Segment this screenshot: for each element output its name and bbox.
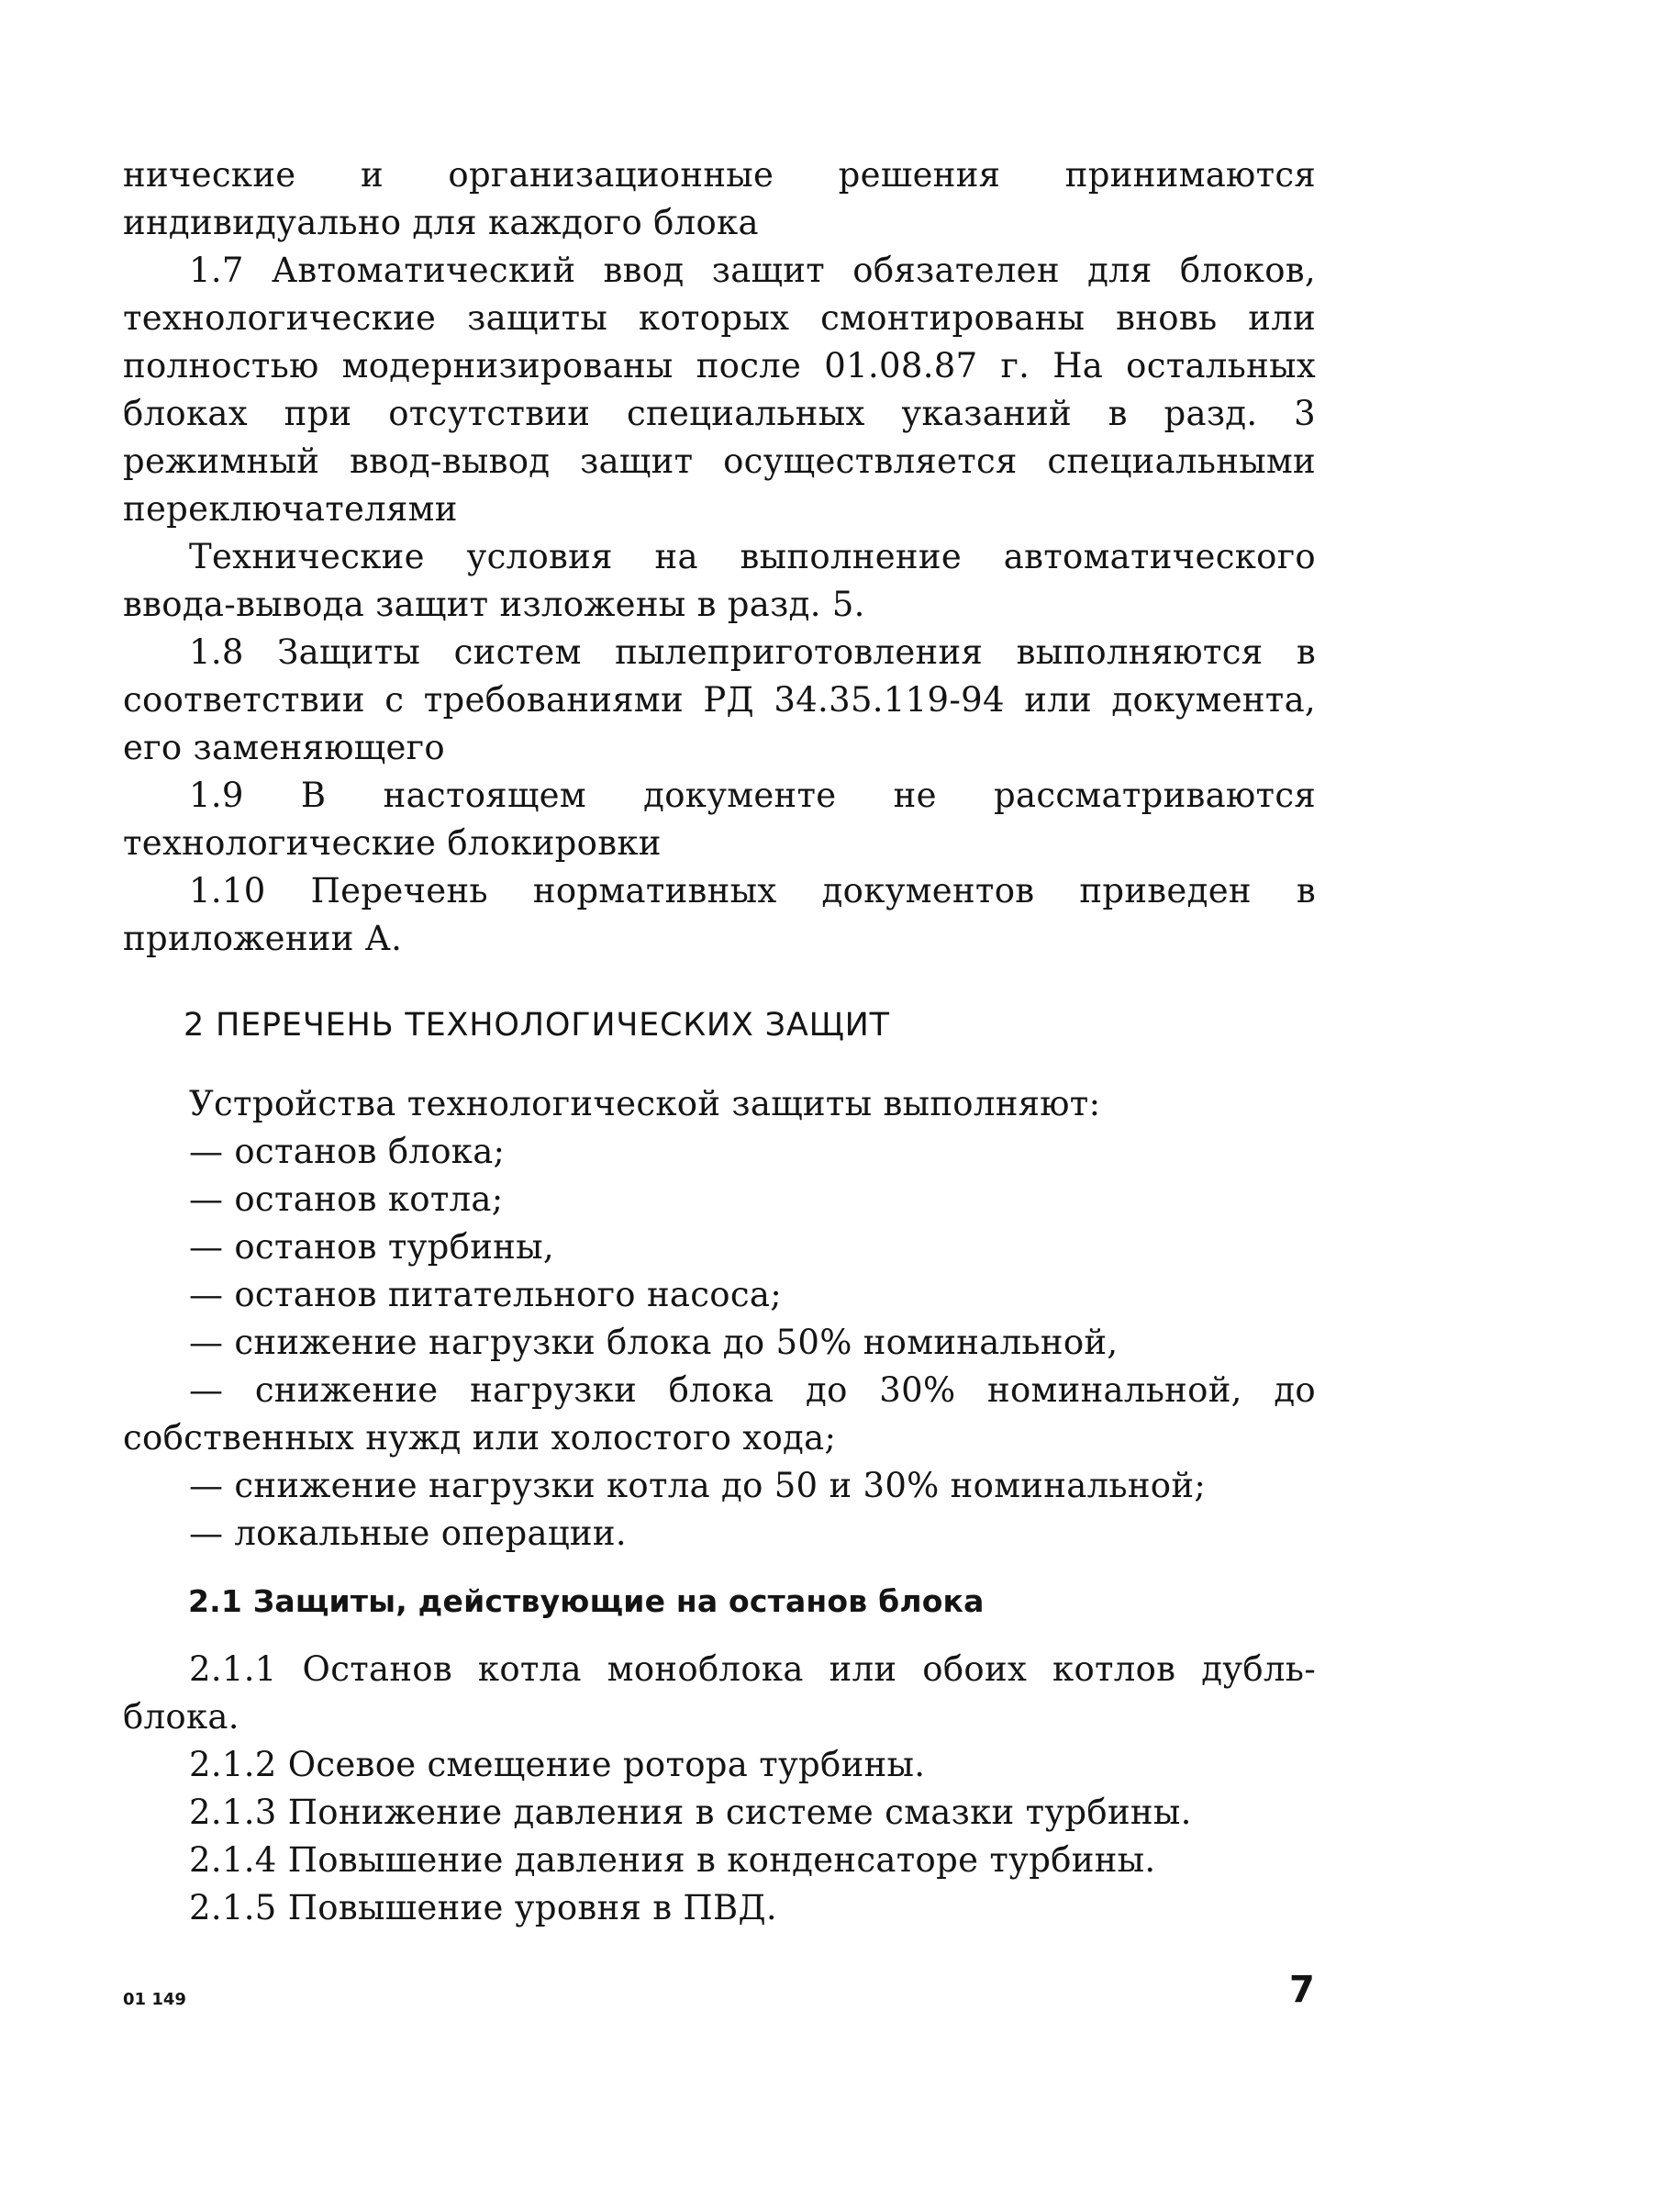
- paragraph-1-9: 1.9 В настоящем документе не рассматриваются технологические блокировки: [123, 776, 1316, 863]
- list-item: — снижение нагрузки блока до 50% номинальной,: [189, 1323, 1119, 1362]
- subsection-list: [123, 1646, 1316, 1932]
- list-item: — снижение нагрузки котла до 50 и 30% номинальной;: [189, 1466, 1207, 1505]
- subsection-item: 2.1.3 Понижение давления в системе смазки турбины.: [189, 1793, 1192, 1832]
- subsection-heading: 2.1 Защиты, действующие на останов блока: [188, 1583, 985, 1619]
- section-heading: 2 ПЕРЕЧЕНЬ ТЕХНОЛОГИЧЕСКИХ ЗАЩИТ: [184, 1007, 890, 1044]
- list-item: — останов питательного насоса;: [189, 1275, 783, 1314]
- list-item: — локальные операции.: [189, 1514, 627, 1553]
- subsection-item: 2.1.2 Осевое смещение ротора турбины.: [189, 1745, 926, 1784]
- list-item: — останов блока;: [189, 1132, 506, 1171]
- protection-list: [123, 1080, 1316, 1558]
- paragraph-1-10: 1.10 Перечень нормативных документов приведен в приложении А.: [123, 871, 1316, 958]
- subsection-item: 2.1.1 Останов котла моноблока или обоих котлов дубль-блока.: [123, 1649, 1316, 1737]
- paragraph-technical-conditions: Технические условия на выполнение автоматического ввода-вывода защит изложены в разд. 5.: [123, 537, 1316, 624]
- paragraph-1-7: 1.7 Автоматический ввод защит обязателен для блоков, технологические защиты которых смонтированы вновь или полностью модернизированы после 01.08.87 г. На остальных блоках при отсутствии специальных указаний в разд. 3 режимный ввод-вывод защит осуществляется специальными переключателями: [123, 251, 1316, 529]
- paragraph-continuation: нические и организационные решения принимаются индивидуально для каждого блока: [123, 155, 1316, 242]
- footer-code: 01 149: [123, 1990, 186, 2009]
- subsection-item: 2.1.5 Повышение уровня в ПВД.: [189, 1888, 777, 1927]
- page-number: 7: [1289, 1969, 1315, 2011]
- list-item: — снижение нагрузки блока до 30% номинальной, до собственных нужд или холостого хода;: [123, 1370, 1316, 1458]
- paragraph-1-8: 1.8 Защиты систем пылеприготовления выполняются в соответствии с требованиями РД 34.35.119-94 или документа, его заменяющего: [123, 632, 1316, 767]
- list-item: — останов котла;: [189, 1179, 504, 1219]
- list-intro: Устройства технологической защиты выполняют:: [189, 1084, 1101, 1123]
- subsection-item: 2.1.4 Повышение давления в конденсаторе турбины.: [189, 1840, 1156, 1880]
- list-item: — останов турбины,: [189, 1227, 554, 1267]
